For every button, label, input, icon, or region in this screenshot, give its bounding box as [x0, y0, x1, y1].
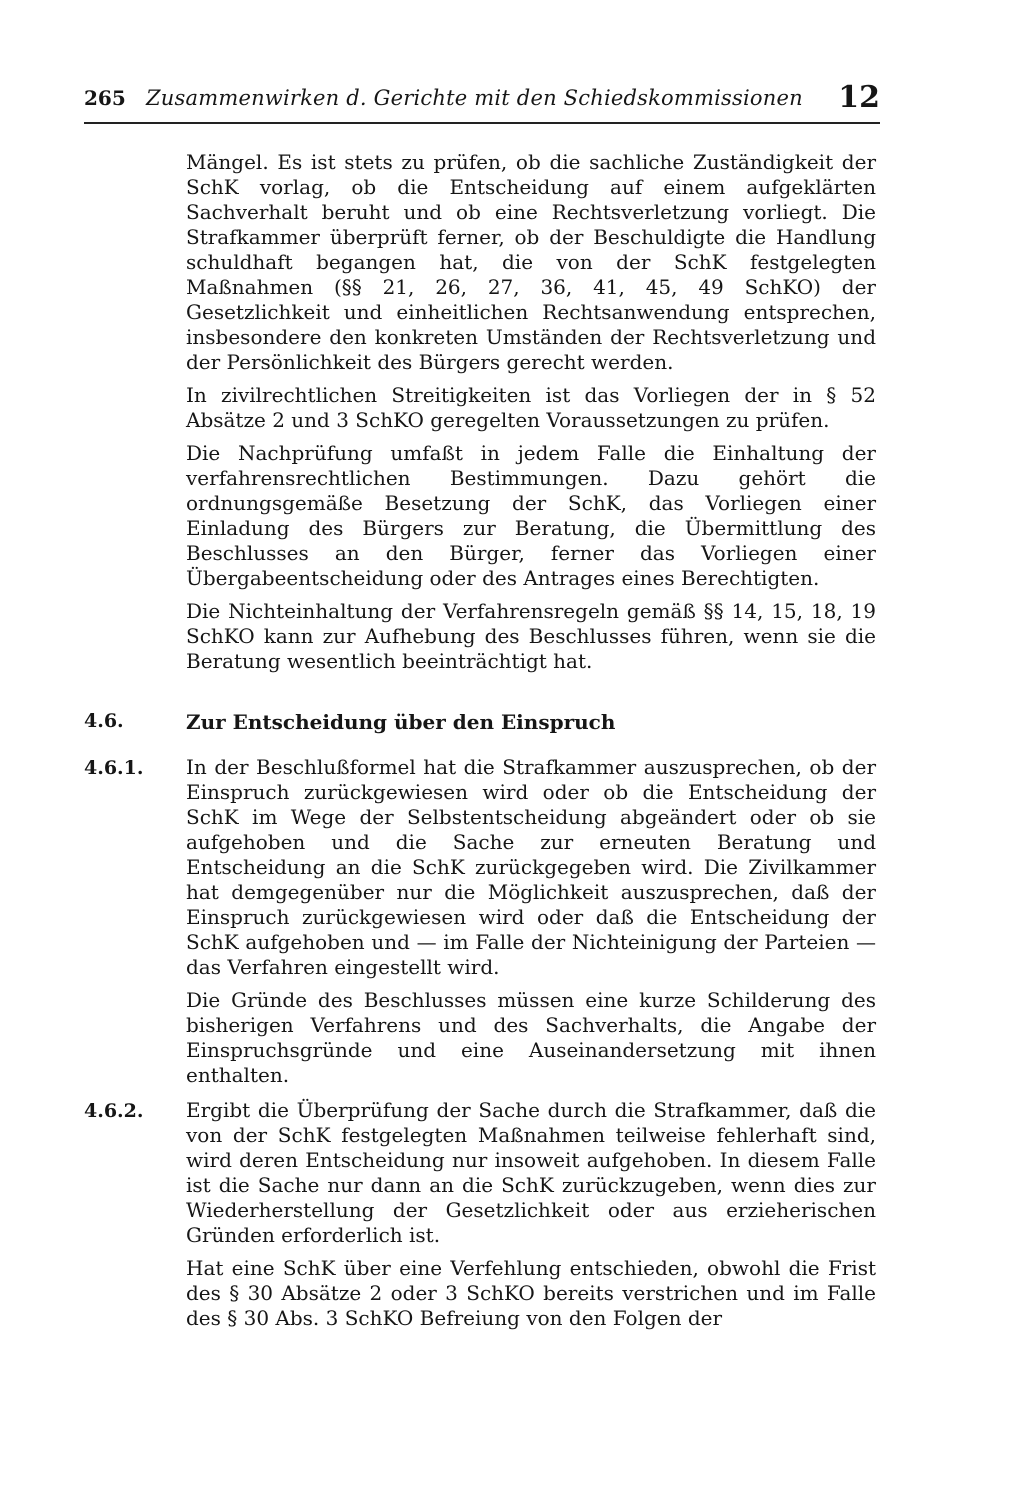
paragraph-beschlussformel: In der Beschlußformel hat die Strafkammer auszusprechen, ob der Einspruch zurückgewiesen wird oder ob die Entscheidung der SchK im Wege der Selbstentscheidung abgeändert oder ob sie aufgehoben und die Sache zur erneuten Beratung und Entscheidung an die SchK zurückgegeben wird. Die Zivilkammer hat demgegenüber nur die Möglichkeit auszusprechen, daß der Einspruch zurückgewiesen wird oder daß die Entscheidung der SchK aufgehoben und — im Falle der Nichteinigung der Parteien — das Verfahren eingestellt wird. [186, 755, 876, 979]
header-rule [84, 122, 880, 124]
paragraph-zivilrecht: In zivilrechtlichen Streitigkeiten ist das Vorliegen der in § 52 Absätze 2 und 3 SchKO geregelten Voraussetzungen zu prüfen. [186, 383, 876, 432]
paragraph-verfehlung: Hat eine SchK über eine Verfehlung entschieden, obwohl die Frist des § 30 Absätze 2 oder 3 SchKO bereits verstrichen und im Falle des § 30 Abs. 3 SchKO Befreiung von den Folgen der [186, 1256, 876, 1330]
section-heading: Zur Entscheidung über den Einspruch [186, 710, 616, 734]
subsection-number-1: 4.6.1. [84, 757, 144, 779]
paragraph-maengel: Mängel. Es ist stets zu prüfen, ob die sachliche Zuständigkeit der SchK vorlag, ob die Entscheidung auf einem aufgeklärten Sachverhalt beruht und ob eine Rechtsverletzung vorliegt. Die Strafkammer überprüft ferner, ob der Beschuldigte die Handlung schuldhaft begangen hat, die von der SchK festgelegten Maßnahmen (§§ 21, 26, 27, 36, 41, 45, 49 SchKO) der Gesetzlichkeit und einheitlichen Rechtsanwendung entsprechen, insbesondere den konkreten Umständen der Rechtsverletzung und der Persönlichkeit des Bürgers gerecht werden. [186, 150, 876, 374]
paragraph-gruende: Die Gründe des Beschlusses müssen eine kurze Schilderung des bisherigen Verfahrens und des Sachverhalts, die Angabe der Einspruchsgründe und eine Auseinandersetzung mit ihnen enthalten. [186, 988, 876, 1087]
running-title: Zusammenwirken d. Gerichte mit den Schiedskommissionen [146, 86, 803, 110]
chapter-number: 12 [838, 80, 880, 115]
intro-block [186, 150, 876, 682]
subsection-1-block [186, 755, 876, 1096]
section-number: 4.6. [84, 710, 124, 732]
page-header [84, 80, 884, 120]
paragraph-ueberpruefung: Ergibt die Überprüfung der Sache durch die Strafkammer, daß die von der SchK festgelegten Maßnahmen teilweise fehlerhaft sind, wird deren Entscheidung nur insoweit aufgehoben. In diesem Falle ist die Sache nur dann an die SchK zurückzugeben, wenn dies zur Wiederherstellung der Gesetzlichkeit oder aus erzieherischen Gründen erforderlich ist. [186, 1098, 876, 1247]
subsection-2-block [186, 1098, 876, 1339]
page-number: 265 [84, 86, 126, 110]
paragraph-verfahrensregeln: Die Nichteinhaltung der Verfahrensregeln gemäß §§ 14, 15, 18, 19 SchKO kann zur Aufhebung des Beschlusses führen, wenn sie die Beratung wesentlich beeinträchtigt hat. [186, 599, 876, 673]
subsection-number-2: 4.6.2. [84, 1100, 144, 1122]
paragraph-nachpruefung: Die Nachprüfung umfaßt in jedem Falle die Einhaltung der verfahrensrechtlichen Bestimmungen. Dazu gehört die ordnungsgemäße Besetzung der SchK, das Vorliegen einer Einladung des Bürgers zur Beratung, die Übermittlung des Beschlusses an den Bürger, ferner das Vorliegen einer Übergabeentscheidung oder des Antrages eines Berechtigten. [186, 441, 876, 590]
